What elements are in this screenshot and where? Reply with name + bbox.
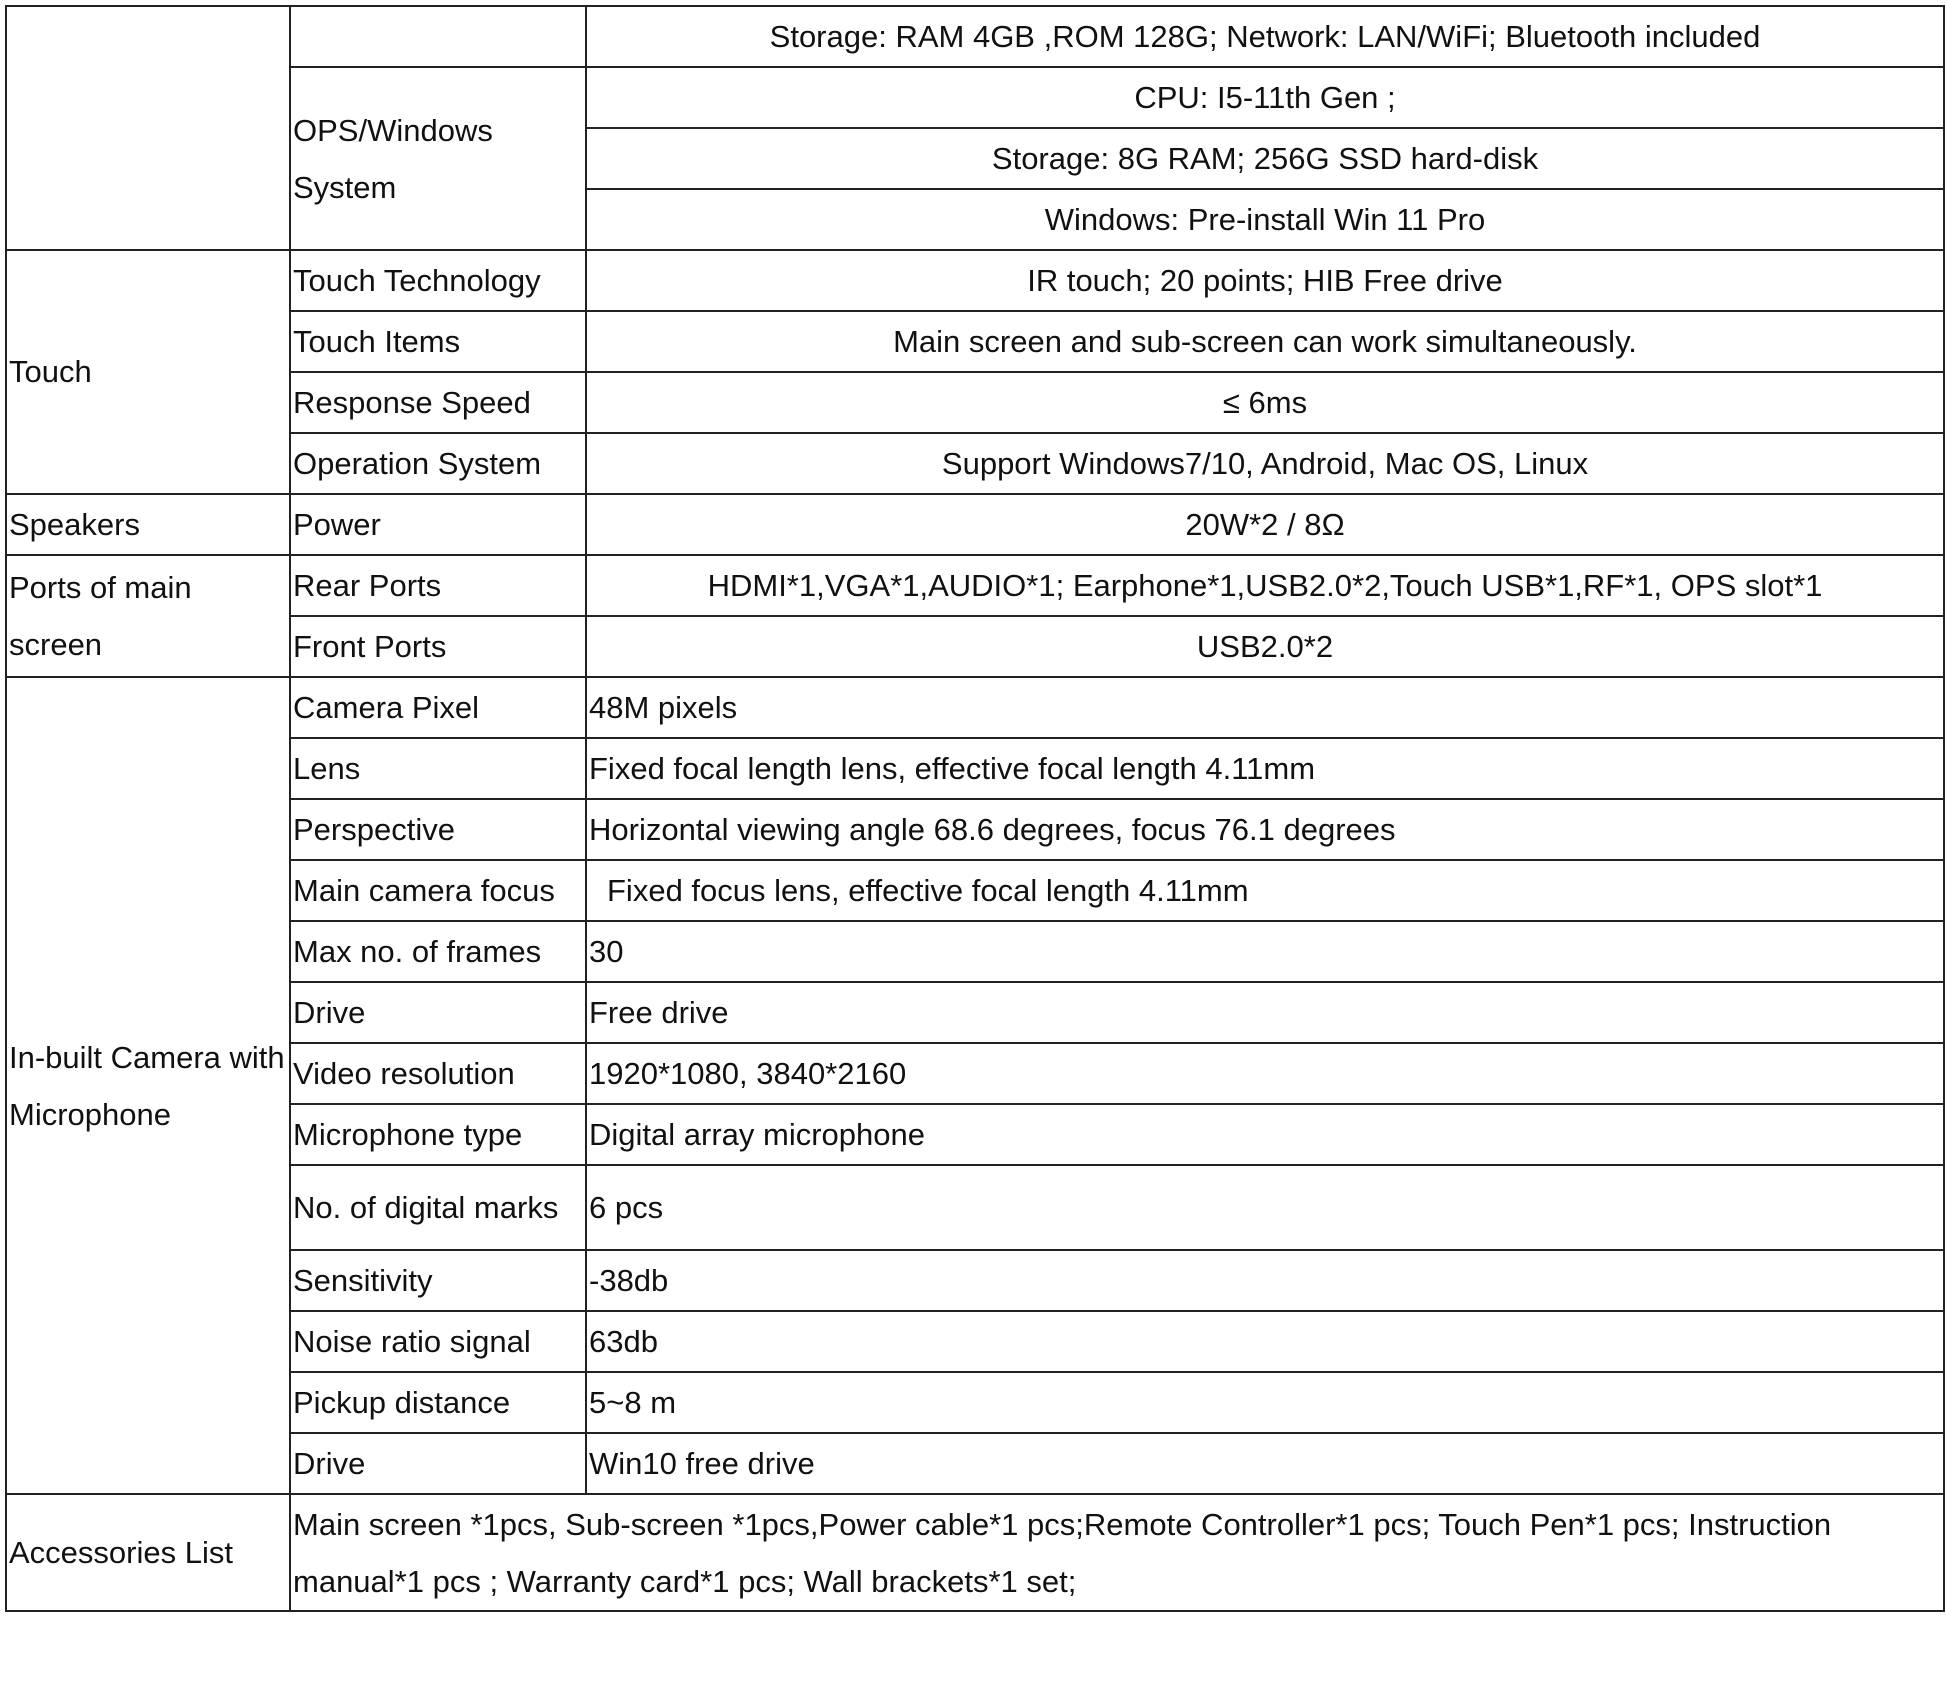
value-cell: 20W*2 / 8Ω	[586, 494, 1944, 555]
category-cell-empty	[6, 6, 290, 250]
name-cell: Perspective	[290, 799, 586, 860]
value-cell: USB2.0*2	[586, 616, 1944, 677]
table-row	[6, 555, 1944, 616]
name-cell: Pickup distance	[290, 1372, 586, 1433]
name-cell: Drive	[290, 1433, 586, 1494]
name-cell: Sensitivity	[290, 1250, 586, 1311]
category-ports: Ports of main screen	[6, 555, 290, 677]
value-cell: 30	[586, 921, 1944, 982]
table-row	[6, 1433, 1944, 1494]
value-cell: 48M pixels	[586, 677, 1944, 738]
name-cell: Max no. of frames	[290, 921, 586, 982]
value-cell: Fixed focal length lens, effective focal length 4.11mm	[586, 738, 1944, 799]
table-row	[6, 677, 1944, 738]
name-cell: Noise ratio signal	[290, 1311, 586, 1372]
value-cell: Free drive	[586, 982, 1944, 1043]
name-cell: Rear Ports	[290, 555, 586, 616]
table-row	[6, 433, 1944, 494]
name-cell: Touch Technology	[290, 250, 586, 311]
value-cell: Win10 free drive	[586, 1433, 1944, 1494]
name-cell: No. of digital marks	[290, 1165, 586, 1250]
table-row	[6, 1372, 1944, 1433]
name-cell: Response Speed	[290, 372, 586, 433]
name-cell: Touch Items	[290, 311, 586, 372]
category-speakers: Speakers	[6, 494, 290, 555]
name-cell: Operation System	[290, 433, 586, 494]
name-cell: Front Ports	[290, 616, 586, 677]
value-cell: Storage: RAM 4GB ,ROM 128G; Network: LAN/WiFi; Bluetooth included	[586, 6, 1944, 67]
category-accessories: Accessories List	[6, 1494, 290, 1611]
table-row	[6, 799, 1944, 860]
value-cell: IR touch; 20 points; HIB Free drive	[586, 250, 1944, 311]
name-cell: Lens	[290, 738, 586, 799]
table-row	[6, 6, 1944, 67]
value-cell: Storage: 8G RAM; 256G SSD hard-disk	[586, 128, 1944, 189]
value-cell: ≤ 6ms	[586, 372, 1944, 433]
name-cell-empty	[290, 6, 586, 67]
table-row	[6, 1250, 1944, 1311]
table-row	[6, 1043, 1944, 1104]
name-cell: Microphone type	[290, 1104, 586, 1165]
value-cell: 6 pcs	[586, 1165, 1944, 1250]
table-row	[6, 1494, 1944, 1611]
table-row	[6, 1104, 1944, 1165]
value-cell: 63db	[586, 1311, 1944, 1372]
value-cell: CPU: I5-11th Gen ;	[586, 67, 1944, 128]
value-cell: 1920*1080, 3840*2160	[586, 1043, 1944, 1104]
value-cell: -38db	[586, 1250, 1944, 1311]
table-row	[6, 250, 1944, 311]
table-row	[6, 738, 1944, 799]
name-cell: Camera Pixel	[290, 677, 586, 738]
value-cell: 5~8 m	[586, 1372, 1944, 1433]
accessories-value: Main screen *1pcs, Sub-screen *1pcs,Power cable*1 pcs;Remote Controller*1 pcs; Touch Pen*1 pcs; Instruction manual*1 pcs ; Warranty card*1 pcs; Wall brackets*1 set;	[290, 1494, 1944, 1611]
table-row	[6, 311, 1944, 372]
value-cell: Fixed focus lens, effective focal length 4.11mm	[586, 860, 1944, 921]
table-row	[6, 616, 1944, 677]
name-cell: Video resolution	[290, 1043, 586, 1104]
table-row	[6, 1165, 1944, 1250]
table-row	[6, 921, 1944, 982]
table-row	[6, 67, 1944, 128]
value-cell: Digital array microphone	[586, 1104, 1944, 1165]
category-touch: Touch	[6, 250, 290, 494]
name-cell: Main camera focus	[290, 860, 586, 921]
value-cell: Support Windows7/10, Android, Mac OS, Linux	[586, 433, 1944, 494]
table-row	[6, 860, 1944, 921]
table-row	[6, 494, 1944, 555]
value-cell: Windows: Pre-install Win 11 Pro	[586, 189, 1944, 250]
table-row	[6, 982, 1944, 1043]
ops-windows-label: OPS/Windows System	[290, 67, 586, 250]
value-cell: Main screen and sub-screen can work simultaneously.	[586, 311, 1944, 372]
name-cell: Drive	[290, 982, 586, 1043]
name-cell: Power	[290, 494, 586, 555]
category-camera: In-built Camera with Microphone	[6, 677, 290, 1494]
spec-table	[5, 5, 1945, 1612]
value-cell: HDMI*1,VGA*1,AUDIO*1; Earphone*1,USB2.0*2,Touch USB*1,RF*1, OPS slot*1	[586, 555, 1944, 616]
table-row	[6, 1311, 1944, 1372]
table-row	[6, 372, 1944, 433]
value-cell: Horizontal viewing angle 68.6 degrees, focus 76.1 degrees	[586, 799, 1944, 860]
